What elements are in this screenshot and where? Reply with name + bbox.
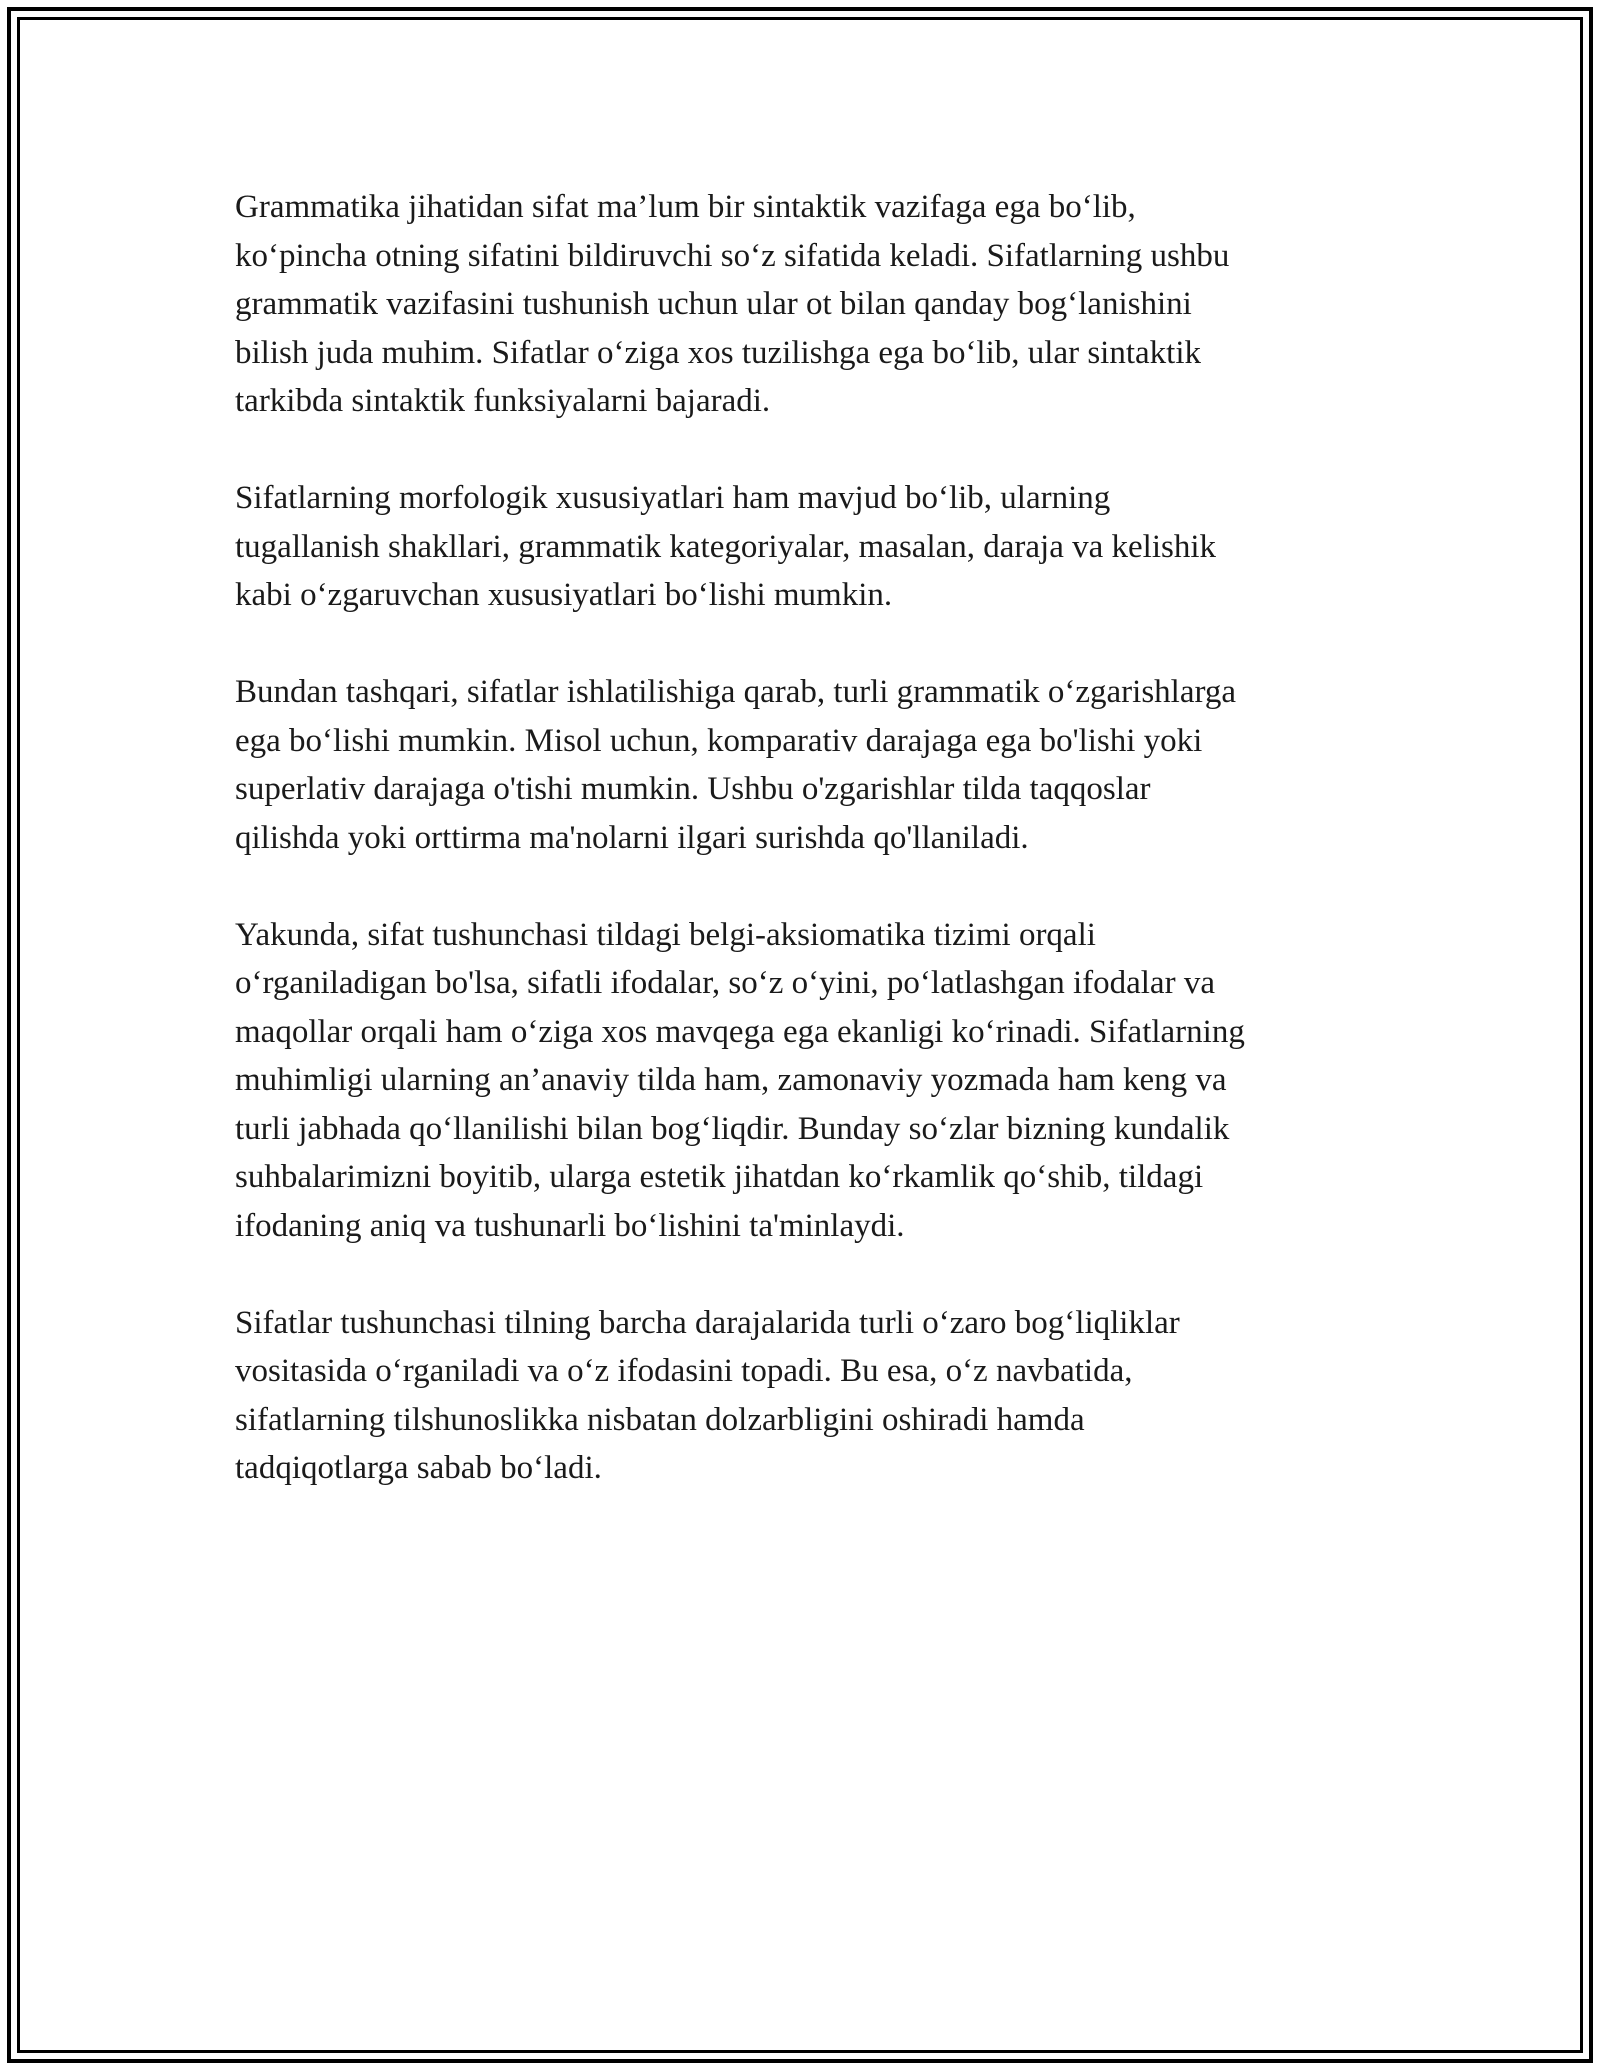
paragraph-5: Sifatlar tushunchasi tilning barcha darajalarida turli o‘zaro bog‘liqliklar vositasida o‘rganiladi va o‘z ifodasini topadi. Bu esa, o‘z navbatida, sifatlarning tilshunoslikka nisbatan dolzarbligini oshiradi hamda tadqiqotlarga sabab bo‘ladi. xyxy=(235,1304,1180,1486)
document-body xyxy=(235,183,1370,1493)
paragraph-1: Grammatika jihatidan sifat ma’lum bir sintaktik vazifaga ega bo‘lib, ko‘pincha otning sifatini bildiruvchi so‘z sifatida keladi. Sifatlarning ushbu grammatik vazifasini tushunish uchun ular ot bilan qanday bog‘lanishini bilish juda muhim. Sifatlar o‘ziga xos tuzilishga ega bo‘lib, ular sintaktik tarkibda sintaktik funksiyalarni bajaradi. xyxy=(235,189,1230,419)
paragraph-3: Bundan tashqari, sifatlar ishlatilishiga qarab, turli grammatik o‘zgarishlarga ega bo‘lishi mumkin. Misol uchun, komparativ darajaga ega bo'lishi yoki superlativ darajaga o'tishi mumkin. Ushbu o'zgarishlar tilda taqqoslar qilishda yoki orttirma ma'nolarni ilgari surishda qo'llaniladi. xyxy=(235,674,1237,856)
paragraph-2: Sifatlarning morfologik xususiyatlari ham mavjud bo‘lib, ularning tugallanish shakllari, grammatik kategoriyalar, masalan, daraja va kelishik kabi o‘zgaruvchan xususiyatlari bo‘lishi mumkin. xyxy=(235,480,1217,613)
paragraph-4: Yakunda, sifat tushunchasi tildagi belgi-aksiomatika tizimi orqali o‘rganiladigan bo'lsa, sifatli ifodalar, so‘z o‘yini, po‘latlashgan ifodalar va maqollar orqali ham o‘ziga xos mavqega ega ekanligi ko‘rinadi. Sifatlarning muhimligi ularning an’anaviy tilda ham, zamonaviy yozmada ham keng va turli jabhada qo‘llanilishi bilan bog‘liqdir. Bunday so‘zlar bizning kundalik suhbalarimizni boyitib, ularga estetik jihatdan ko‘rkamlik qo‘shib, tildagi ifodaning aniq va tushunarli bo‘lishini ta'minlaydi. xyxy=(235,916,1245,1244)
